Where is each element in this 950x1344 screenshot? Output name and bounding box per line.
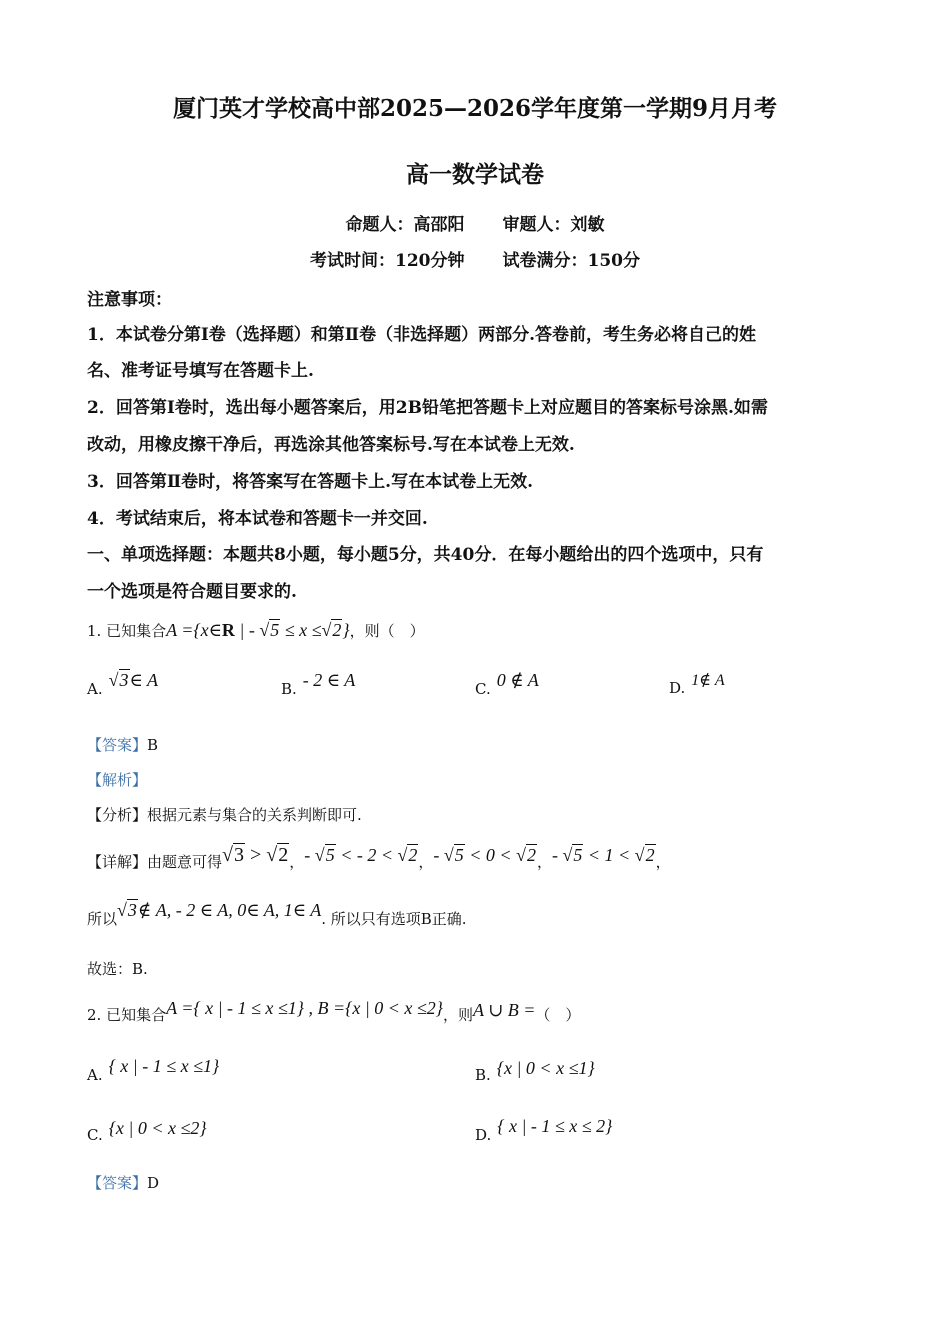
q1-ineq-3: - √5 < 0 < √2 [433,845,536,865]
q1-suffix: ，则（ ） [349,622,425,640]
q2-stem: 2. 已知集合A ={ x | - 1 ≤ x ≤1} , B ={x | 0 < x ≤2}，则A ∪ B =（ ） [87,998,581,1024]
note-2-line-1: 2．回答第Ⅰ卷时，选出每小题答案后，用2B铅笔把答题卡上对应题目的答案标号涂黑.如需 [87,398,768,418]
q2-option-d: D. { x | - 1 ≤ x ≤ 2} [475,1116,613,1144]
q1-option-d: D. 1∉ A [669,672,725,697]
q1-option-c: C. 0 ∉ A [475,670,539,698]
q2-set-expression: A ={ x | - 1 ≤ x ≤1} , B ={x | 0 < x ≤2} [166,998,443,1018]
q1-choose: 故选：B. [87,960,148,978]
note-1-line-2: 名、准考证号填写在答题卡上. [87,361,314,381]
q1-ineq-2: - √5 < - 2 < √2 [304,845,418,865]
note-1-line-1: 1．本试卷分第Ⅰ卷（选择题）和第Ⅱ卷（非选择题）两部分.答卷前，考生务必将自己的姓 [87,325,757,345]
notes-heading: 注意事项： [87,290,172,310]
note-4: 4．考试结束后，将本试卷和答题卡一并交回. [87,509,428,529]
q2-answer-tag: 【答案】 [87,1174,148,1192]
q1-stem [87,620,425,641]
q1-analysis-tag: 【解析】 [87,771,148,789]
author-line [0,210,950,235]
q1-conclusion: 所以√3∉ A, - 2 ∈ A, 0∈ A, 1∈ A. 所以只有选项B正确. [87,900,467,928]
q1-set-expression: A ={x∈R | - √5 ≤ x ≤√2} [166,620,350,640]
q1-ineq-4: - √5 < 1 < √2 [551,845,655,865]
q2-union-expression: A ∪ B = [473,1000,536,1020]
author: 命题人：高邵阳 [345,215,465,235]
full-score: 试卷满分：150分 [502,251,640,271]
q1-prefix: 1. 已知集合 [87,622,167,640]
q1-option-a: A. √3∈ A [87,670,158,698]
exam-time: 考试时间：120分钟 [310,251,465,271]
q2-answer-value: D [147,1174,160,1192]
q1-answer [87,734,158,755]
note-3: 3．回答第Ⅱ卷时，将答案写在答题卡上.写在本试卷上无效. [87,472,533,492]
q2-option-a: A. { x | - 1 ≤ x ≤1} [87,1056,220,1084]
q2-option-c: C. {x | 0 < x ≤2} [87,1118,207,1144]
q1-answer-value: B [147,736,159,754]
q2-option-b: B. {x | 0 < x ≤1} [475,1058,595,1084]
q1-ineq-1: √3 > √2 [222,844,289,866]
q1-fenxi: 【分析】根据元素与集合的关系判断即可. [87,806,362,824]
exam-info-line [0,246,950,271]
q1-answer-tag: 【答案】 [87,736,148,754]
school-title: 厦门英才学校高中部2025—2026学年度第一学期9月月考 [172,95,778,122]
reviewer: 审题人：刘敏 [502,215,605,235]
q1-detail: 【详解】由题意可得√3 > √2，- √5 < - 2 < √2，- √5 < 0 < √2，- √5 < 1 < √2， [87,844,671,871]
section-1-line-1: 一、单项选择题：本题共8小题，每小题5分，共40分．在每小题给出的四个选项中，只有 [87,545,764,565]
q1-option-b: B. - 2 ∈ A [281,670,356,698]
subject-title: 高一数学试卷 [406,161,544,188]
section-1-line-2: 一个选项是符合题目要求的. [87,582,297,602]
note-2-line-2: 改动，用橡皮擦干净后，再选涂其他答案标号.写在本试卷上无效. [87,435,575,455]
q2-answer [87,1172,159,1193]
